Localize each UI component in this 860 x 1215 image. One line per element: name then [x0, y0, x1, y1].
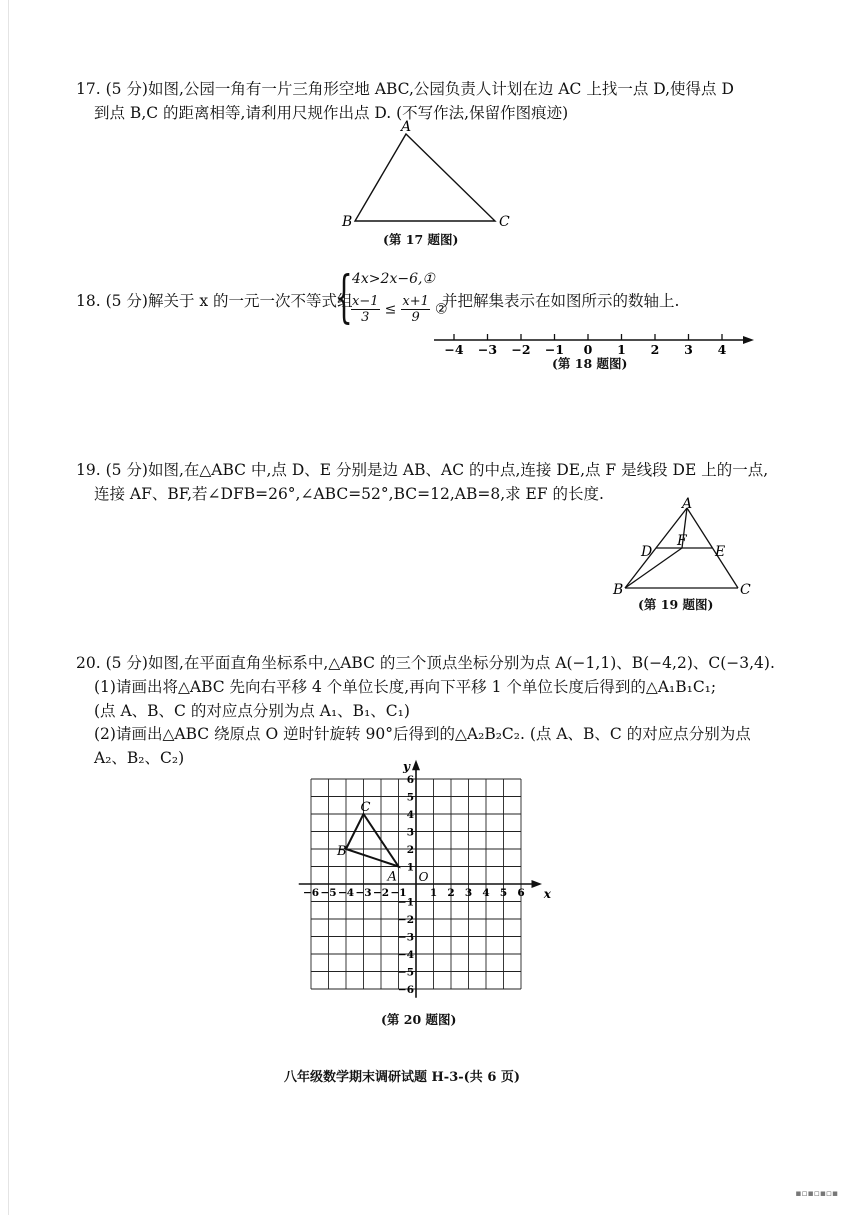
q18-caption: (第 18 题图)	[552, 356, 628, 371]
q19-label-f: F	[677, 533, 687, 549]
q20-line1: 20. (5 分)如图,在平面直角坐标系中,△ABC 的三个顶点坐标分别为点 A(−1,1)、B(−4,2)、C(−3,4).	[76, 654, 775, 672]
q19-label-d: D	[641, 544, 653, 560]
number-line-tick-label: 3	[684, 342, 693, 357]
x-tick-label: 3	[464, 887, 473, 899]
q17-label-c: C	[499, 214, 510, 230]
y-tick-label: 5	[406, 791, 414, 804]
y-tick-label: −5	[397, 966, 414, 979]
q20-line2: (1)请画出将△ABC 先向右平移 4 个单位长度,再向下平移 1 个单位长度后得到的△A₁B₁C₁;	[94, 678, 717, 696]
number-line-tick-label: −3	[477, 342, 498, 357]
triangle-abc	[346, 814, 399, 867]
q18-prefix: 18. (5 分)解关于 x 的一元一次不等式组	[76, 292, 353, 310]
q17-line1: 17. (5 分)如图,公园一角有一片三角形空地 ABC,公园负责人计划在边 AC 上找一点 D,使得点 D	[76, 80, 734, 98]
x-tick-label: 5	[499, 887, 508, 899]
q17-line2: 到点 B,C 的距离相等,请利用尺规作出点 D. (不写作法,保留作图痕迹)	[94, 104, 569, 122]
q17-label-b: B	[342, 214, 353, 230]
number-line-tick-label: −1	[544, 342, 565, 357]
page-edge	[8, 0, 9, 1215]
number-line-tick-label: 1	[617, 342, 626, 357]
y-tick-label: 1	[406, 861, 414, 874]
q18-inequality-1: 4x>2x−6,①	[352, 271, 435, 287]
point-c-label: C	[360, 800, 371, 815]
y-tick-label: 6	[406, 774, 414, 786]
q20-coordinate-grid	[290, 758, 550, 1008]
y-tick-label: −4	[397, 949, 414, 961]
q18-fraction-left: $\frac{x-1}{3}$	[352, 294, 379, 325]
q19-triangle-figure	[610, 498, 760, 598]
x-tick-label: −1	[390, 887, 407, 899]
y-tick-label: −3	[397, 931, 414, 944]
number-line-tick-label: 0	[583, 342, 593, 357]
y-tick-label: 4	[406, 809, 414, 821]
number-line-tick-label: 2	[650, 342, 660, 357]
q19-caption: (第 19 题图)	[638, 597, 714, 612]
q18-brace: {	[335, 265, 353, 330]
point-a-label: A	[387, 869, 397, 885]
x-axis-arrow	[532, 880, 543, 888]
q20-caption: (第 20 题图)	[381, 1012, 457, 1027]
q20-line3: (点 A、B、C 的对应点分别为点 A₁、B₁、C₁)	[94, 702, 410, 720]
q17-label-a: A	[401, 119, 412, 135]
y-axis-arrow	[412, 760, 420, 771]
q18-fraction-right: $\frac{x+1}{9}$	[402, 294, 429, 325]
origin-label: O	[418, 870, 429, 884]
y-axis-label: y	[403, 759, 410, 774]
x-tick-label: −5	[320, 887, 337, 899]
corner-watermark: ▪▫▪▫▪▫▪	[795, 1189, 838, 1199]
q19-line1: 19. (5 分)如图,在△ABC 中,点 D、E 分别是边 AB、AC 的中点,连接 DE,点 F 是线段 DE 上的一点,	[76, 461, 769, 479]
x-tick-label: −3	[355, 887, 372, 899]
q17-caption: (第 17 题图)	[383, 232, 459, 247]
number-line-tick-label: −4	[444, 342, 464, 357]
number-line-tick-label: 4	[717, 342, 727, 357]
x-tick-label: 6	[517, 887, 525, 899]
q20-line5: A₂、B₂、C₂)	[94, 749, 185, 767]
y-tick-label: −6	[397, 984, 414, 996]
y-tick-label: −1	[397, 896, 414, 909]
q19-label-e: E	[715, 544, 726, 560]
q18-inequality-system	[335, 265, 455, 332]
q19-line2: 连接 AF、BF,若∠DFB=26°,∠ABC=52°,BC=12,AB=8,求 EF 的长度.	[94, 485, 604, 503]
x-tick-label: 1	[429, 887, 438, 899]
q18-inequality-2: $\frac{x-1}{3}$ ≤ $\frac{x+1}{9}$ ②	[352, 294, 448, 325]
point-b-label: B	[337, 844, 347, 859]
number-line-arrow	[743, 336, 754, 344]
x-tick-label: −2	[372, 887, 390, 899]
page-footer: 八年级数学期末调研试题 H-3-(共 6 页)	[284, 1070, 521, 1085]
q17-triangle-figure	[330, 118, 530, 230]
number-line-tick-label: −2	[511, 342, 531, 357]
q18-suffix: 并把解集表示在如图所示的数轴上.	[442, 292, 680, 310]
q19-label-a: A	[682, 496, 693, 512]
x-tick-label: 4	[482, 887, 490, 899]
y-tick-label: 3	[406, 826, 414, 839]
q19-segment-bf	[625, 548, 682, 588]
x-tick-label: −4	[337, 887, 355, 899]
q19-label-c: C	[740, 582, 751, 598]
x-tick-label: −6	[302, 887, 320, 899]
x-tick-label: 2	[447, 887, 455, 899]
q20-line4: (2)请画出△ABC 绕原点 O 逆时针旋转 90°后得到的△A₂B₂C₂. (点 A、B、C 的对应点分别为点	[94, 725, 751, 743]
x-axis-label: x	[543, 887, 551, 901]
q17-triangle	[355, 134, 495, 221]
y-tick-label: 2	[406, 844, 414, 856]
q19-label-b: B	[613, 582, 624, 598]
y-tick-label: −2	[397, 914, 414, 926]
